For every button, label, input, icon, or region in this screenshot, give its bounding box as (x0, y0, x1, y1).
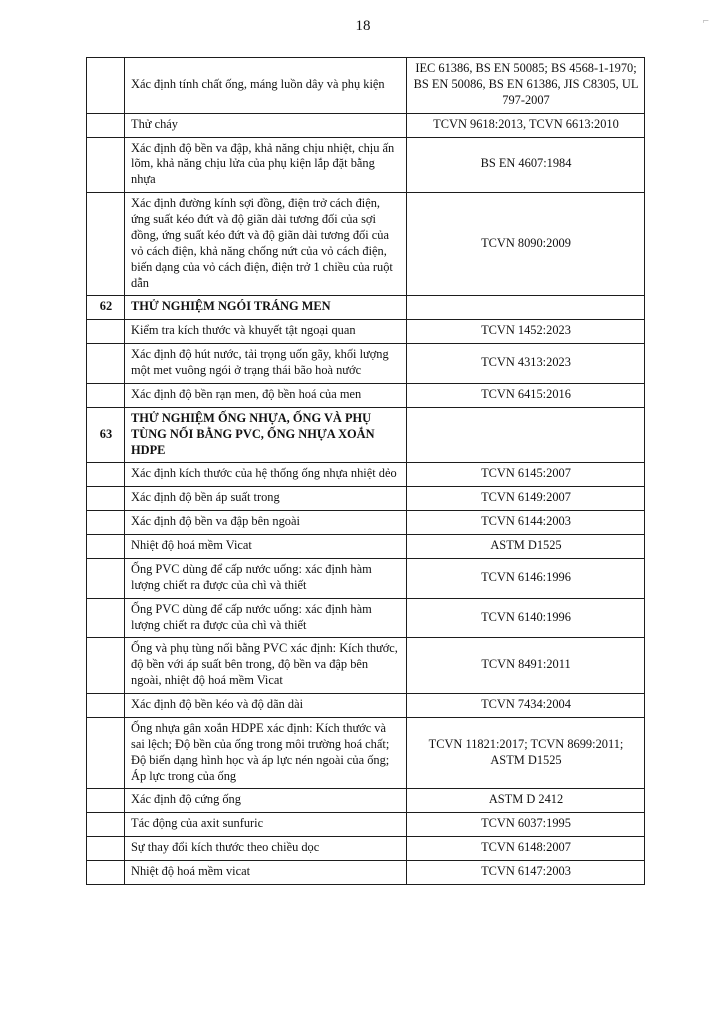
table-row (87, 407, 645, 463)
row-number-cell (87, 487, 125, 511)
row-standard-cell: TCVN 7434:2004 (407, 694, 645, 718)
table-row (87, 463, 645, 487)
row-standard-cell (407, 296, 645, 320)
table-row (87, 558, 645, 598)
row-test-name-cell: Sự thay đổi kích thước theo chiều dọc (125, 837, 407, 861)
row-test-name-cell: Nhiệt độ hoá mềm vicat (125, 861, 407, 885)
standards-table-body (87, 58, 645, 885)
row-section-title-cell: THỬ NGHIỆM ỐNG NHỰA, ỐNG VÀ PHỤ TÙNG NỐI BẰNG PVC, ỐNG NHỰA XOẮN HDPE (125, 407, 407, 463)
row-standard-cell: TCVN 6148:2007 (407, 837, 645, 861)
row-number-cell (87, 837, 125, 861)
row-test-name-cell: Kiểm tra kích thước và khuyết tật ngoại quan (125, 320, 407, 344)
row-number-cell (87, 511, 125, 535)
page-number: 18 (355, 18, 371, 34)
table-row (87, 535, 645, 559)
table-row (87, 813, 645, 837)
row-standard-cell: TCVN 6140:1996 (407, 598, 645, 638)
row-number-cell (87, 558, 125, 598)
row-test-name-cell: Nhiệt độ hoá mềm Vicat (125, 535, 407, 559)
table-row (87, 320, 645, 344)
row-standard-cell: IEC 61386, BS EN 50085; BS 4568-1-1970; BS EN 50086, BS EN 61386, JIS C8305, UL 797-2007 (407, 58, 645, 114)
table-row (87, 344, 645, 384)
row-number-cell (87, 598, 125, 638)
table-row (87, 58, 645, 114)
row-test-name-cell: Xác định tính chất ống, máng luồn dây và phụ kiện (125, 58, 407, 114)
table-row (87, 113, 645, 137)
row-number-cell (87, 463, 125, 487)
table-row (87, 837, 645, 861)
row-test-name-cell: Xác định kích thước của hệ thống ống nhựa nhiệt dẻo (125, 463, 407, 487)
table-row (87, 861, 645, 885)
row-test-name-cell: Xác định độ hút nước, tải trọng uốn gãy, khối lượng một met vuông ngói ở trạng thái bão hoà nước (125, 344, 407, 384)
row-number-cell (87, 813, 125, 837)
row-standard-cell: TCVN 9618:2013, TCVN 6613:2010 (407, 113, 645, 137)
row-standard-cell: TCVN 6146:1996 (407, 558, 645, 598)
row-standard-cell: TCVN 6147:2003 (407, 861, 645, 885)
table-row (87, 694, 645, 718)
row-test-name-cell: Tác động của axit sunfuric (125, 813, 407, 837)
table-row (87, 511, 645, 535)
row-test-name-cell: Xác định độ cứng ống (125, 789, 407, 813)
row-number-cell (87, 638, 125, 694)
row-test-name-cell: Ống PVC dùng để cấp nước uống: xác định hàm lượng chiết ra được của chì và thiết (125, 598, 407, 638)
row-standard-cell (407, 407, 645, 463)
row-standard-cell: TCVN 6415:2016 (407, 383, 645, 407)
table-row (87, 717, 645, 789)
table-row (87, 487, 645, 511)
row-test-name-cell: Ống nhựa gân xoắn HDPE xác định: Kích thước và sai lệch; Độ bền của ống trong môi trường hoá chất; Độ biến dạng hình học và áp lực nén ngoài của ống; Áp lực trong của ống (125, 717, 407, 789)
row-standard-cell: TCVN 1452:2023 (407, 320, 645, 344)
row-number-cell (87, 58, 125, 114)
row-standard-cell: TCVN 6144:2003 (407, 511, 645, 535)
table-row (87, 383, 645, 407)
row-standard-cell: ASTM D1525 (407, 535, 645, 559)
row-number-cell (87, 193, 125, 296)
row-number-cell (87, 535, 125, 559)
table-row (87, 193, 645, 296)
row-number-cell (87, 113, 125, 137)
row-number-cell: 62 (87, 296, 125, 320)
row-section-title-cell: THỬ NGHIỆM NGÓI TRÁNG MEN (125, 296, 407, 320)
row-test-name-cell: Xác định độ bền áp suất trong (125, 487, 407, 511)
row-test-name-cell: Xác định độ bền va đập, khả năng chịu nhiệt, chịu ấn lõm, khả năng chịu lửa của phụ kiện lắp đặt bằng nhựa (125, 137, 407, 193)
row-number-cell (87, 789, 125, 813)
row-number-cell (87, 344, 125, 384)
scan-corner-mark: ⌐ (702, 15, 708, 27)
standards-table-wrapper (86, 57, 644, 885)
table-row (87, 598, 645, 638)
row-standard-cell: TCVN 11821:2017; TCVN 8699:2011; ASTM D1525 (407, 717, 645, 789)
row-standard-cell: TCVN 8491:2011 (407, 638, 645, 694)
table-row (87, 638, 645, 694)
standards-table (86, 57, 645, 885)
row-test-name-cell: Xác định độ bền va đập bên ngoài (125, 511, 407, 535)
row-standard-cell: TCVN 8090:2009 (407, 193, 645, 296)
row-test-name-cell: Xác định đường kính sợi đồng, điện trở cách điện, ứng suất kéo đứt và độ giãn dài tương đối của sợi đồng, ứng suất kéo đứt và độ giãn dài tương đối của vỏ cách điện, khả năng chống nứt của vỏ cách điện, biến dạng của vỏ cách điện, điện trở 1 chiều của ruột dẫn (125, 193, 407, 296)
table-row (87, 137, 645, 193)
row-test-name-cell: Ống PVC dùng để cấp nước uống: xác định hàm lượng chiết ra được của chì và thiết (125, 558, 407, 598)
row-test-name-cell: Thử cháy (125, 113, 407, 137)
row-standard-cell: TCVN 6149:2007 (407, 487, 645, 511)
row-standard-cell: TCVN 6145:2007 (407, 463, 645, 487)
row-number-cell (87, 137, 125, 193)
row-test-name-cell: Xác định độ bền kéo và độ dãn dài (125, 694, 407, 718)
row-number-cell: 63 (87, 407, 125, 463)
row-standard-cell: BS EN 4607:1984 (407, 137, 645, 193)
row-number-cell (87, 861, 125, 885)
row-standard-cell: TCVN 4313:2023 (407, 344, 645, 384)
row-number-cell (87, 694, 125, 718)
row-test-name-cell: Xác định độ bền rạn men, độ bền hoá của men (125, 383, 407, 407)
table-row (87, 789, 645, 813)
table-row (87, 296, 645, 320)
row-number-cell (87, 320, 125, 344)
row-standard-cell: TCVN 6037:1995 (407, 813, 645, 837)
row-test-name-cell: Ống và phụ tùng nối bằng PVC xác định: Kích thước, độ bền với áp suất bên trong, độ bền va đập bên ngoài, nhiệt độ hoá mềm Vicat (125, 638, 407, 694)
row-standard-cell: ASTM D 2412 (407, 789, 645, 813)
row-number-cell (87, 383, 125, 407)
row-number-cell (87, 717, 125, 789)
